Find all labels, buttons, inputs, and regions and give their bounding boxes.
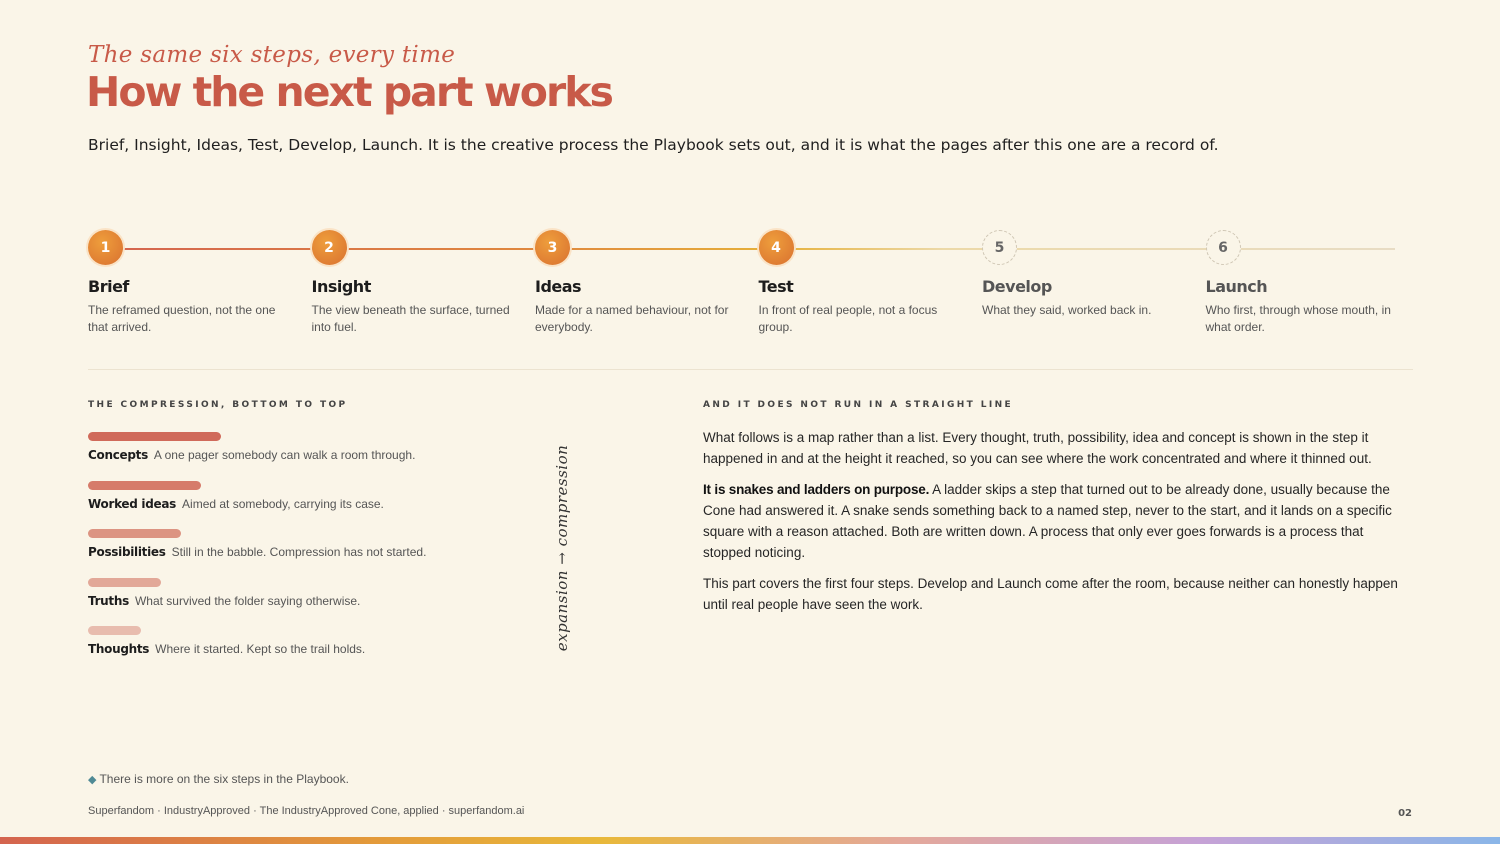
step-name: Insight [311,277,371,296]
step-name: Test [758,277,794,296]
step-insight [312,230,522,335]
nonlinear-label: AND IT DOES NOT RUN IN A STRAIGHT LINE [703,400,1014,410]
level-thoughts [88,626,508,675]
level-name: Concepts [88,448,148,462]
step-ideas [535,230,745,335]
timeline-track [105,248,1395,250]
step-description: Who first, through whose mouth, in what order. [1205,303,1391,334]
compression-label: THE COMPRESSION, BOTTOM TO TOP [88,400,348,410]
step-number: 1 [88,230,123,265]
level-description: Aimed at somebody, carrying its case. [182,496,384,511]
step-number: 3 [535,230,570,265]
level-name: Possibilities [88,545,166,559]
step-name: Develop [982,277,1052,296]
level-description: What survived the folder saying otherwise. [134,593,361,608]
section-divider [88,369,1413,370]
step-develop [982,230,1192,319]
step-launch [1206,230,1416,335]
level-text [88,545,508,559]
step-number: 4 [759,230,794,265]
step-number: 6 [1206,230,1241,265]
step-name: Launch [1205,277,1268,296]
paragraph-snakes-ladders [703,480,1415,563]
step-description: Made for a named behaviour, not for everybody. [535,303,729,334]
level-truths [88,578,508,627]
expansion-compression-axis: expansion → compression [553,444,571,652]
level-text [88,497,508,511]
level-bar [88,481,201,490]
lede: Brief, Insight, Ideas, Test, Develop, Launch. It is the creative process the Playbook sets out, and it is what the pages after this one are a record of. [88,136,1219,154]
level-name: Truths [88,593,129,608]
level-bar [88,529,181,538]
step-number: 2 [312,230,347,265]
step-test [759,230,969,335]
step-description: The reframed question, not the one that arrived. [88,303,276,334]
step-brief [88,230,298,335]
footnote-text: There is more on the six steps in the Playbook. [99,772,349,786]
level-bar [88,626,141,635]
level-description: Where it started. Kept so the trail holds. [155,642,366,656]
level-concepts [88,432,508,481]
level-name: Thoughts [88,642,150,656]
step-description: The view beneath the surface, turned into fuel. [311,303,510,334]
level-text [88,448,508,462]
level-bar [88,578,161,587]
compression-levels [88,432,508,675]
footer-text: Superfandom · IndustryApproved · The IndustryApproved Cone, applied · superfandom.ai [88,805,525,817]
level-worked-ideas [88,481,508,530]
paragraph-scope: This part covers the first four steps. Develop and Launch come after the room, because neither can honestly happen until real people have seen the work. [703,576,1398,612]
paragraph-rest: A ladder skips a step that turned out to be already done, usually because the Cone had answered it. A snake sends something back to a named step, never to the start, and it lands on a specific square with a reason attached. Both are written down. A process that only ever goes forwards is a process that stopped noticing. [703,482,1392,560]
step-description: What they said, worked back in. [982,303,1152,317]
page-title: How the next part works [86,68,612,116]
level-text [88,642,508,656]
level-bar [88,432,221,441]
kicker: The same six steps, every time [88,42,456,68]
level-description: Still in the babble. Compression has not started. [171,545,427,559]
page-number: 02 [1398,808,1412,819]
paragraph-lead: It is snakes and ladders on purpose. [703,482,930,498]
level-possibilities [88,529,508,578]
diamond-icon: ◆ [88,774,97,786]
bottom-gradient-band [0,837,1500,844]
step-description: In front of real people, not a focus group. [758,303,938,334]
paragraph-map: What follows is a map rather than a list. Every thought, truth, possibility, idea and concept is shown in the step it happened in and at the height it reached, so you can see where the work concentrated and where it thinned out. [703,430,1372,466]
level-text [88,594,508,608]
step-number: 5 [982,230,1017,265]
level-name: Worked ideas [88,496,177,511]
nonlinear-body [703,428,1415,627]
footnote [88,772,349,786]
steps-timeline [88,230,1418,350]
step-name: Ideas [535,277,582,296]
level-description: A one pager somebody can walk a room through. [153,448,416,462]
step-name: Brief [88,277,129,296]
